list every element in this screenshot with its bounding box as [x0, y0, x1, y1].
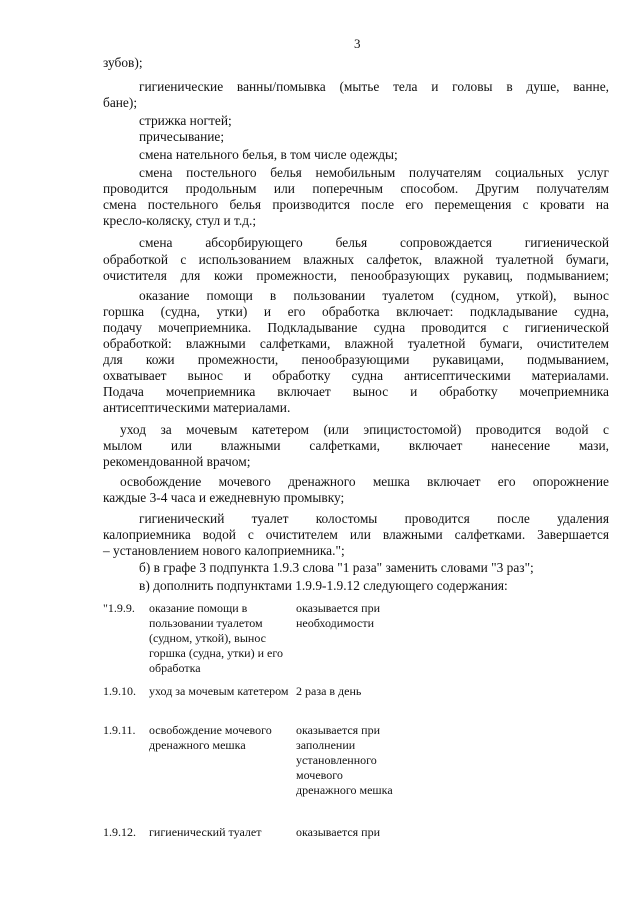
table-cell-number: 1.9.11.	[103, 723, 136, 737]
table-cell-frequency: оказывается при необходимости	[296, 601, 381, 630]
text-line: в) дополнить подпунктами 1.9.9-1.9.12 следующего содержания:	[139, 578, 508, 593]
table-cell-number: 1.9.12.	[103, 825, 136, 839]
text-line: гигиенический туалет колостомы проводится после удаления	[139, 511, 609, 526]
table-cell-service: оказание помощи в пользовании туалетом (судном, уткой), вынос горшка (судна, утки) и его обработка	[149, 601, 283, 675]
text-line: гигиенические ванны/помывка (мытье тела и головы в душе, ванне,	[139, 79, 609, 94]
text-line: б) в графе 3 подпункта 1.9.3 слова "1 раза" заменить словами "3 раз";	[139, 560, 534, 575]
text-line: смена постельного белья производится после его перемещения с кровати на	[103, 197, 609, 212]
text-line: стрижка ногтей;	[139, 113, 232, 128]
text-line: обработкой: влажными салфетками, влажной туалетной бумаги, очистителем	[103, 336, 609, 351]
text-line: освобождение мочевого дренажного мешка включает его опорожнение	[120, 474, 609, 489]
text-line: смена нательного белья, в том числе одежды;	[139, 147, 398, 162]
text-line: кресло-коляску, стул и т.д.;	[103, 213, 257, 228]
text-line: оказание помощи в пользовании туалетом (судном, уткой), вынос	[139, 288, 609, 303]
table-cell-frequency: оказывается при заполнении установленного мочевого дренажного мешка	[296, 723, 393, 797]
table-cell-number: 1.9.10.	[103, 684, 136, 698]
text-line: смена абсорбирующего белья сопровождается гигиенической	[139, 235, 609, 250]
text-line: рекомендованной врачом;	[103, 454, 251, 469]
text-line: смена постельного белья немобильным получателям социальных услуг	[139, 165, 609, 180]
table-cell-service: гигиенический туалет	[149, 825, 262, 839]
table-cell-service: освобождение мочевого дренажного мешка	[149, 723, 272, 752]
text-line: бане);	[103, 95, 138, 110]
text-line: мылом или влажными салфетками, включает нанесение мази,	[103, 438, 609, 453]
text-line: – установлением нового калоприемника.";	[103, 543, 345, 558]
page-number: 3	[354, 36, 361, 51]
text-line: причесывание;	[139, 129, 225, 144]
text-line: калоприемника водой с очистителем или влажными салфетками. Завершается	[103, 527, 609, 542]
text-line: Подача мочеприемника включает вынос и обработку мочеприемника	[103, 384, 609, 399]
text-line: антисептическими материалами.	[103, 400, 291, 415]
text-line: каждые 3-4 часа и ежедневную промывку;	[103, 490, 345, 505]
table-cell-service: уход за мочевым катетером	[149, 684, 289, 698]
text-line: зубов);	[103, 55, 143, 70]
text-line: горшка (судна, утки) и его обработка включает: подкладывание судна,	[103, 304, 609, 319]
text-line: уход за мочевым катетером (или эпицистостомой) проводится водой с	[120, 422, 609, 437]
text-line: очистителя для кожи промежности, пенообразующих рукавиц, подмыванием;	[103, 268, 609, 283]
text-line: подачу мочеприемника. Подкладывание судна проводится с гигиенической	[103, 320, 609, 335]
table-cell-number: "1.9.9.	[103, 601, 135, 615]
text-line: охватывает вынос и обработку судна антисептическими материалами.	[103, 368, 609, 383]
text-line: для кожи промежности, пенообразующими рукавицами, подмыванием,	[103, 352, 609, 367]
text-line: обработкой с использованием влажных салфеток, влажной туалетной бумаги,	[103, 252, 609, 267]
table-cell-frequency: оказывается при	[296, 825, 381, 839]
text-line: проводится продольным или поперечным способом. Другим получателям	[103, 181, 609, 196]
table-cell-frequency: 2 раза в день	[296, 684, 362, 698]
